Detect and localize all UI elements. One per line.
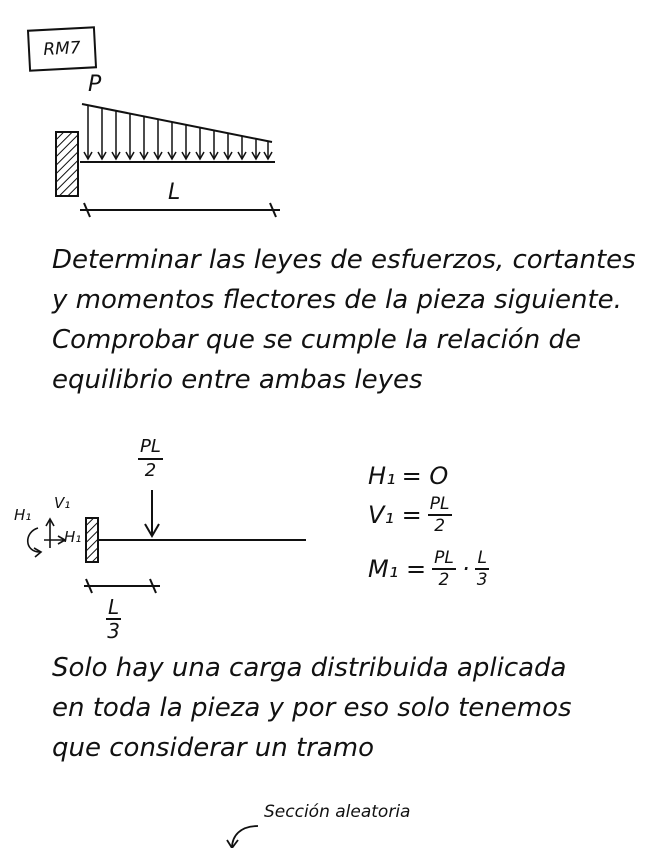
explanation <box>52 648 642 768</box>
eq-m1-den2: 3 <box>476 570 488 590</box>
eq-h1-lhs: H₁ <box>368 462 396 490</box>
eq-v1-den: 2 <box>434 516 446 536</box>
wall-support-2 <box>86 518 98 562</box>
point-load-den: 2 <box>144 460 157 481</box>
statement-line: y momentos flectores de la pieza siguiente. <box>52 285 622 315</box>
length-label: L <box>168 180 181 205</box>
eq-m1-fraction-1 <box>432 548 456 590</box>
reaction-v-label: V₁ <box>54 494 71 512</box>
distance-num: L <box>108 595 120 619</box>
distributed-load-arrows <box>84 105 272 159</box>
problem-statement <box>52 240 642 400</box>
distance-den: 3 <box>107 619 120 643</box>
eq-m1-dot: · <box>461 555 470 583</box>
equation-v1 <box>368 494 452 536</box>
point-load-num: PL <box>138 436 163 460</box>
eq-m1-num2: L <box>477 548 487 568</box>
problem-tag: RM7 <box>27 26 97 72</box>
wall-support <box>56 132 78 196</box>
reaction-h-left-label: H₁ <box>14 506 32 524</box>
eq-v1-lhs: V₁ = <box>368 501 422 529</box>
load-label: P <box>88 72 102 97</box>
section-note: Sección aleatoria <box>264 802 411 822</box>
explanation-line: en toda la pieza y por eso solo tenemos <box>52 693 572 723</box>
eq-v1-fraction <box>428 494 452 536</box>
eq-m1-fraction-2 <box>475 548 488 590</box>
equation-h1 <box>368 462 448 490</box>
equation-m1 <box>368 548 489 590</box>
length-dimension <box>80 203 280 217</box>
load-envelope <box>82 104 272 142</box>
statement-line: equilibrio entre ambas leyes <box>52 365 423 395</box>
point-load-arrow <box>145 490 159 536</box>
explanation-line: que considerar un tramo <box>52 733 375 763</box>
eq-m1-num1: PL <box>434 548 454 568</box>
reaction-arrows <box>28 519 65 557</box>
distance-dimension <box>84 579 160 593</box>
arrow-down-icon <box>227 826 258 848</box>
eq-v1-num: PL <box>429 494 450 514</box>
point-load-fraction <box>138 436 163 482</box>
eq-h1-rhs: = O <box>401 462 449 490</box>
reaction-h-right-label: H₁ <box>64 528 82 546</box>
statement-line: Comprobar que se cumple la relación de <box>52 325 581 355</box>
eq-m1-lhs: M₁ = <box>368 555 427 583</box>
explanation-line: Solo hay una carga distribuida aplicada <box>52 653 567 683</box>
statement-line: Determinar las leyes de esfuerzos, cortantes <box>52 245 636 275</box>
eq-m1-den1: 2 <box>438 570 450 590</box>
distance-fraction <box>106 596 121 642</box>
